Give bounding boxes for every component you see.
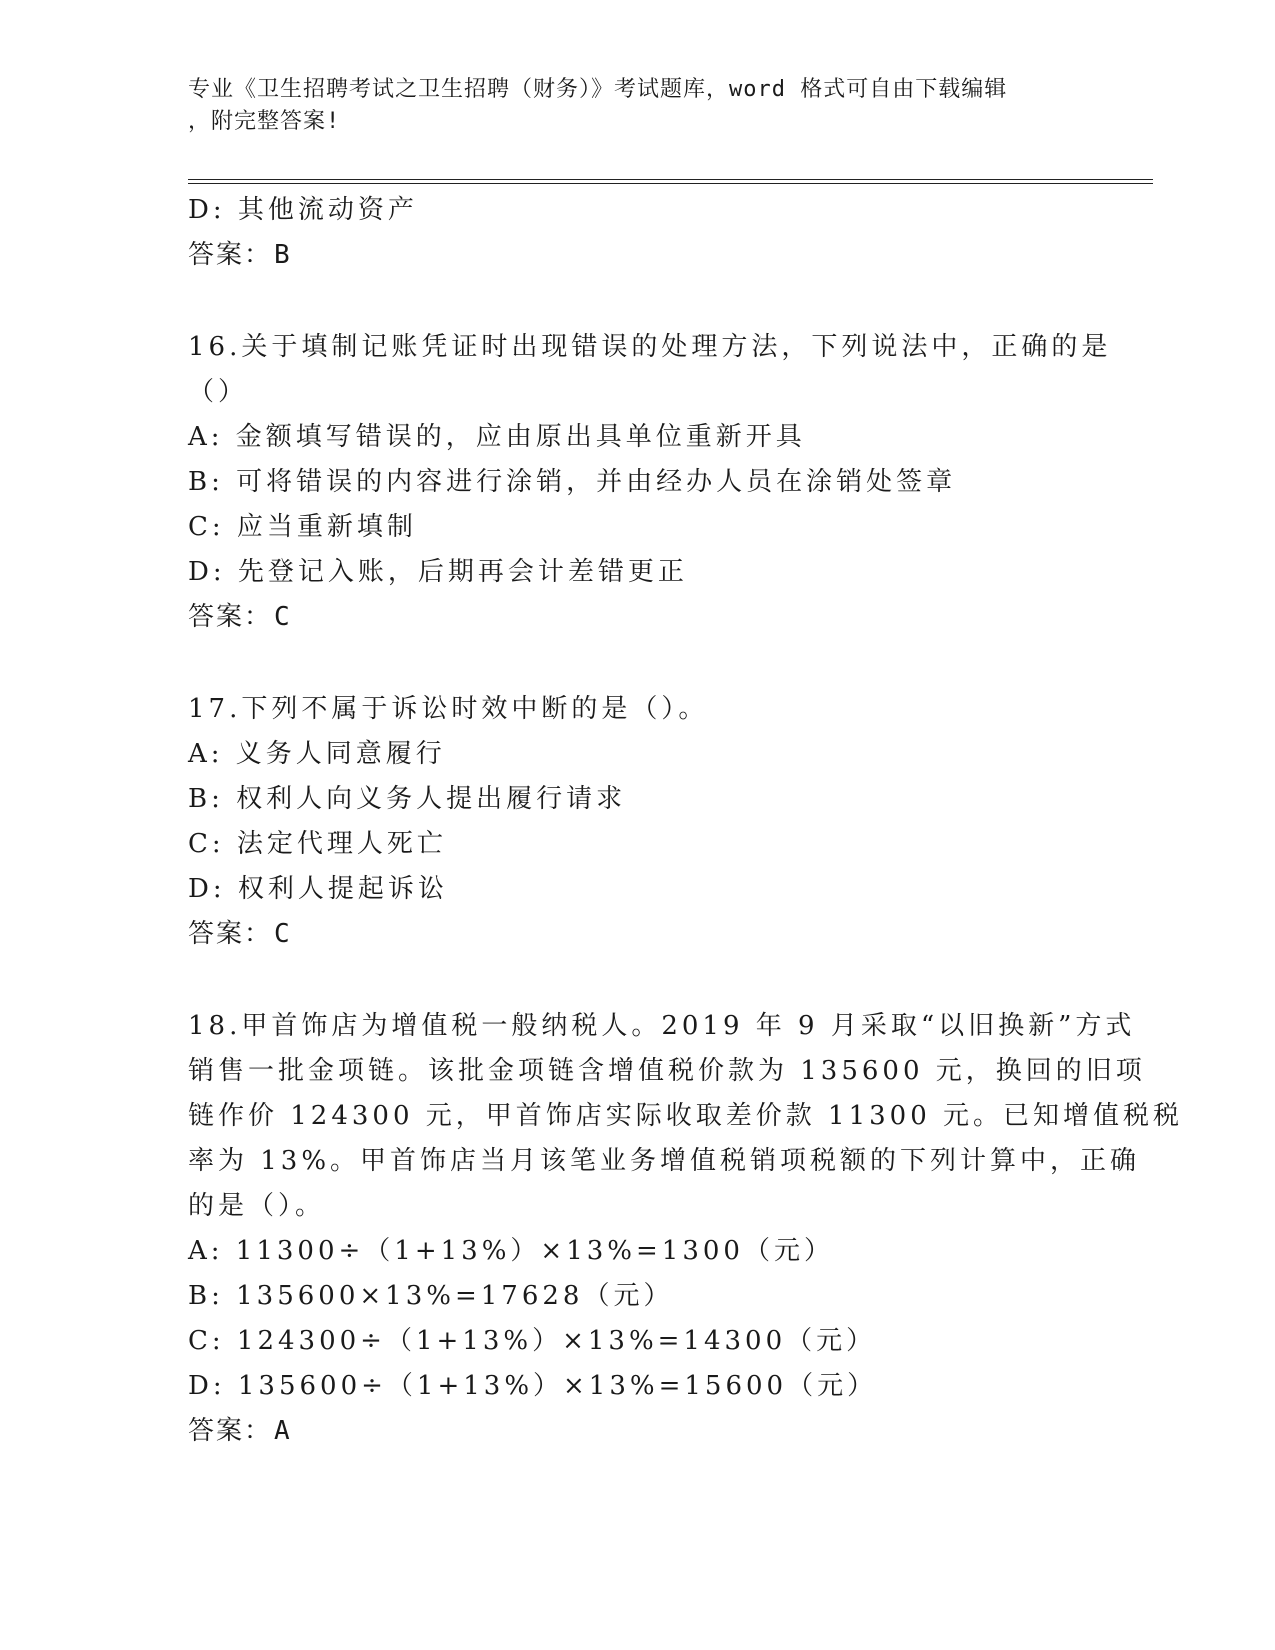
option-a: A: 义务人同意履行 bbox=[188, 739, 446, 769]
option-d: D: 其他流动资产 bbox=[188, 195, 418, 225]
question-stem-cont: （） bbox=[188, 377, 249, 407]
header-divider-bottom bbox=[188, 183, 1153, 184]
header-line-1: 专业《卫生招聘考试之卫生招聘（财务）》考试题库，word 格式可自由下载编辑 bbox=[188, 77, 1008, 102]
question-17 bbox=[188, 687, 1088, 957]
header-line-2: ，附完整答案! bbox=[188, 109, 341, 134]
answer-label: 答案： bbox=[188, 1416, 273, 1446]
document-header bbox=[188, 74, 1068, 138]
option-a: A: 11300÷（1+13%）×13%=1300（元） bbox=[188, 1236, 834, 1266]
answer-line bbox=[188, 595, 1088, 640]
question-stem-cont: 链作价 124300 元，甲首饰店实际收取差价款 11300 元。已知增值税税 bbox=[188, 1101, 1184, 1131]
answer-value: C bbox=[274, 919, 292, 949]
question-stem-cont: 销售一批金项链。该批金项链含增值税价款为 135600 元，换回的旧项 bbox=[188, 1056, 1146, 1086]
answer-label: 答案： bbox=[188, 919, 273, 949]
answer-line bbox=[188, 233, 1088, 278]
option-c: C: 124300÷（1+13%）×13%=14300（元） bbox=[188, 1326, 877, 1356]
answer-value: B bbox=[274, 240, 292, 270]
question-stem: 17.下列不属于诉讼时效中断的是（）。 bbox=[188, 694, 709, 724]
option-b: B: 权利人向义务人提出履行请求 bbox=[188, 784, 627, 814]
spacer bbox=[188, 278, 1088, 325]
answer-label: 答案： bbox=[188, 240, 273, 270]
option-c: C: 法定代理人死亡 bbox=[188, 829, 447, 859]
answer-value: A bbox=[274, 1416, 292, 1446]
answer-line bbox=[188, 1409, 1088, 1454]
question-15 bbox=[188, 188, 1088, 278]
answer-line bbox=[188, 912, 1088, 957]
option-d: D: 权利人提起诉讼 bbox=[188, 874, 448, 904]
question-stem: 16.关于填制记账凭证时出现错误的处理方法，下列说法中，正确的是 bbox=[188, 332, 1112, 362]
question-16 bbox=[188, 325, 1112, 640]
question-stem-cont: 率为 13%。甲首饰店当月该笔业务增值税销项税额的下列计算中，正确 bbox=[188, 1146, 1141, 1176]
spacer bbox=[188, 957, 1088, 1004]
answer-value: C bbox=[274, 602, 292, 632]
header-divider-top bbox=[188, 179, 1153, 180]
option-d: D: 先登记入账，后期再会计差错更正 bbox=[188, 557, 688, 587]
option-c: C: 应当重新填制 bbox=[188, 512, 417, 542]
answer-label: 答案： bbox=[188, 602, 273, 632]
option-b: B: 135600×13%=17628（元） bbox=[188, 1281, 674, 1311]
question-list bbox=[188, 188, 1184, 1454]
option-d: D: 135600÷（1+13%）×13%=15600（元） bbox=[188, 1371, 878, 1401]
option-a: A: 金额填写错误的，应由原出具单位重新开具 bbox=[188, 422, 806, 452]
question-18 bbox=[188, 1004, 1184, 1454]
question-stem: 18.甲首饰店为增值税一般纳税人。2019 年 9 月采取“以旧换新”方式 bbox=[188, 1011, 1136, 1041]
question-stem-cont: 的是（）。 bbox=[188, 1191, 326, 1221]
option-b: B: 可将错误的内容进行涂销，并由经办人员在涂销处签章 bbox=[188, 467, 957, 497]
spacer bbox=[188, 640, 1088, 687]
